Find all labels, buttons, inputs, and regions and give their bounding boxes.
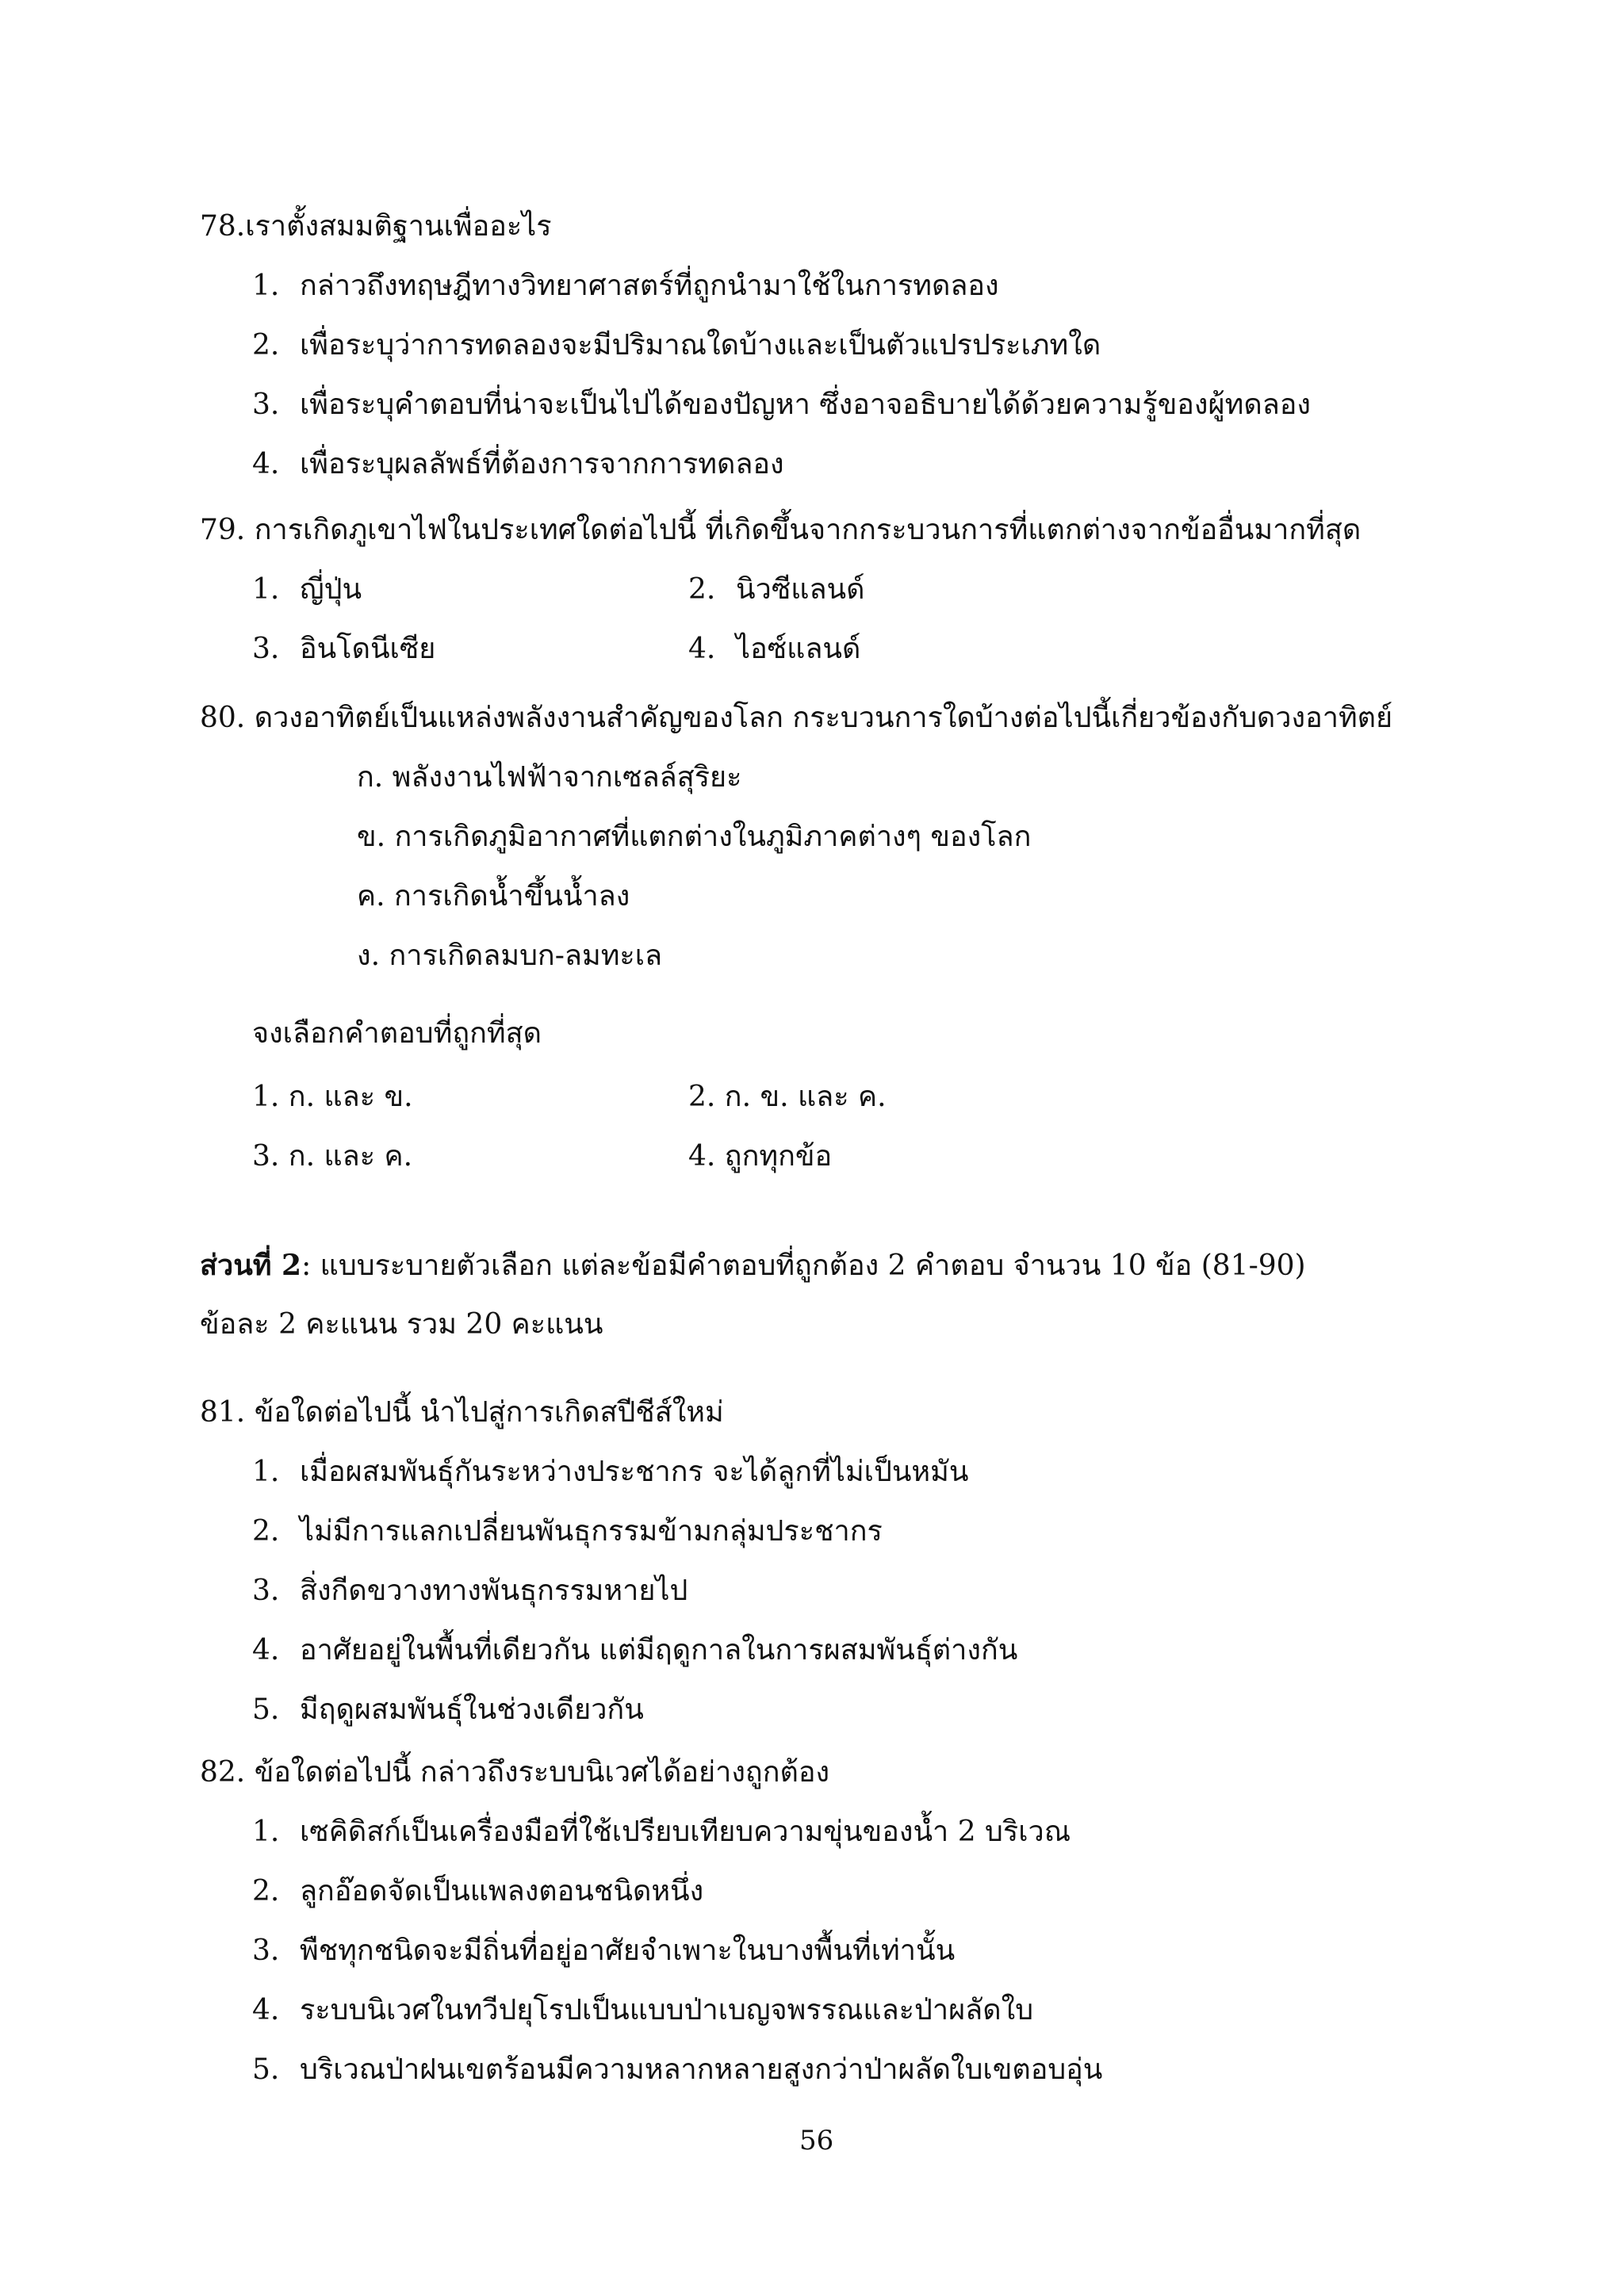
q82-option-4: 4. ระบบนิเวศในทวีปยุโรปเป็นแบบป่าเบญจพรรณและป่าผลัดใบ [252,1994,1034,2026]
q80-option-2: 2. ก. ข. และ ค. [688,1081,887,1113]
q82-option-3: 3. พืชทุกชนิดจะมีถิ่นที่อยู่อาศัยจำเพาะในบางพื้นที่เท่านั้น [252,1934,956,1967]
q78-question: 78.เราตั้งสมมติฐานเพื่ออะไร [200,210,552,243]
q80-option-3: 3. ก. และ ค. [252,1140,413,1173]
q79-option-3: 3. อินโดนีเซีย [252,633,436,665]
q81-option-2: 2. ไม่มีการแลกเปลี่ยนพันธุกรรมข้ามกลุ่มประชากร [252,1515,883,1548]
q80-instruction: จงเลือกคำตอบที่ถูกที่สุด [252,1017,542,1050]
q79-option-1: 1. ญี่ปุ่น [252,573,362,606]
q80-item-a: ก. พลังงานไฟฟ้าจากเซลล์สุริยะ [357,761,742,794]
q78-option-2: 2. เพื่อระบุว่าการทดลองจะมีปริมาณใดบ้างและเป็นตัวแปรประเภทใด [252,329,1101,362]
q78-option-1: 1. กล่าวถึงทฤษฎีทางวิทยาศาสตร์ที่ถูกนำมาใช้ในการทดลอง [252,270,999,302]
part2-heading [200,1246,1306,1285]
part2-label: ส่วนที่ 2 [200,1249,302,1282]
q81-option-4: 4. อาศัยอยู่ในพื้นที่เดียวกัน แต่มีฤดูกาลในการผสมพันธุ์ต่างกัน [252,1634,1018,1667]
part2-scoring: ข้อละ 2 คะแนน รวม 20 คะแนน [200,1308,603,1341]
q82-option-1: 1. เซคิดิสก์เป็นเครื่องมือที่ใช้เปรียบเทียบความขุ่นของน้ำ 2 บริเวณ [252,1816,1071,1848]
q78-option-4: 4. เพื่อระบุผลลัพธ์ที่ต้องการจากการทดลอง [252,448,784,480]
q81-option-3: 3. สิ่งกีดขวางทางพันธุกรรมหายไป [252,1575,688,1607]
q81-question: 81. ข้อใดต่อไปนี้ นำไปสู่การเกิดสปีชีส์ใหม่ [200,1396,724,1429]
q80-item-d: ง. การเกิดลมบก-ลมทะเล [357,939,663,972]
q80-option-1: 1. ก. และ ข. [252,1081,413,1113]
q80-item-c: ค. การเกิดน้ำขึ้นน้ำลง [357,880,630,913]
part2-description: : แบบระบายตัวเลือก แต่ละข้อมีคำตอบที่ถูกต้อง 2 คำตอบ จำนวน 10 ข้อ (81-90) [301,1249,1306,1282]
q82-option-5: 5. บริเวณป่าฝนเขตร้อนมีความหลากหลายสูงกว่าป่าผลัดใบเขตอบอุ่น [252,2053,1103,2086]
q80-question: 80. ดวงอาทิตย์เป็นแหล่งพลังงานสำคัญของโลก กระบวนการใดบ้างต่อไปนี้เกี่ยวข้องกับดวงอาทิตย์ [200,702,1393,734]
q82-question: 82. ข้อใดต่อไปนี้ กล่าวถึงระบบนิเวศได้อย่างถูกต้อง [200,1756,830,1789]
q81-option-1: 1. เมื่อผสมพันธุ์กันระหว่างประชากร จะได้ลูกที่ไม่เป็นหมัน [252,1456,969,1488]
q80-item-b: ข. การเกิดภูมิอากาศที่แตกต่างในภูมิภาคต่างๆ ของโลก [357,821,1032,853]
q81-option-5: 5. มีฤดูผสมพันธุ์ในช่วงเดียวกัน [252,1693,644,1726]
q79-option-2: 2. นิวซีแลนด์ [688,573,865,606]
q79-option-4: 4. ไอซ์แลนด์ [688,633,861,665]
page-number: 56 [799,2125,834,2156]
q82-option-2: 2. ลูกอ๊อดจัดเป็นแพลงตอนชนิดหนึ่ง [252,1875,704,1908]
q78-option-3: 3. เพื่อระบุคำตอบที่น่าจะเป็นไปได้ของปัญหา ซึ่งอาจอธิบายได้ด้วยความรู้ของผู้ทดลอง [252,388,1311,421]
q80-option-4: 4. ถูกทุกข้อ [688,1140,833,1173]
q79-question: 79. การเกิดภูเขาไฟในประเทศใดต่อไปนี้ ที่เกิดขึ้นจากกระบวนการที่แตกต่างจากข้ออื่นมากที่สุด [200,514,1362,546]
